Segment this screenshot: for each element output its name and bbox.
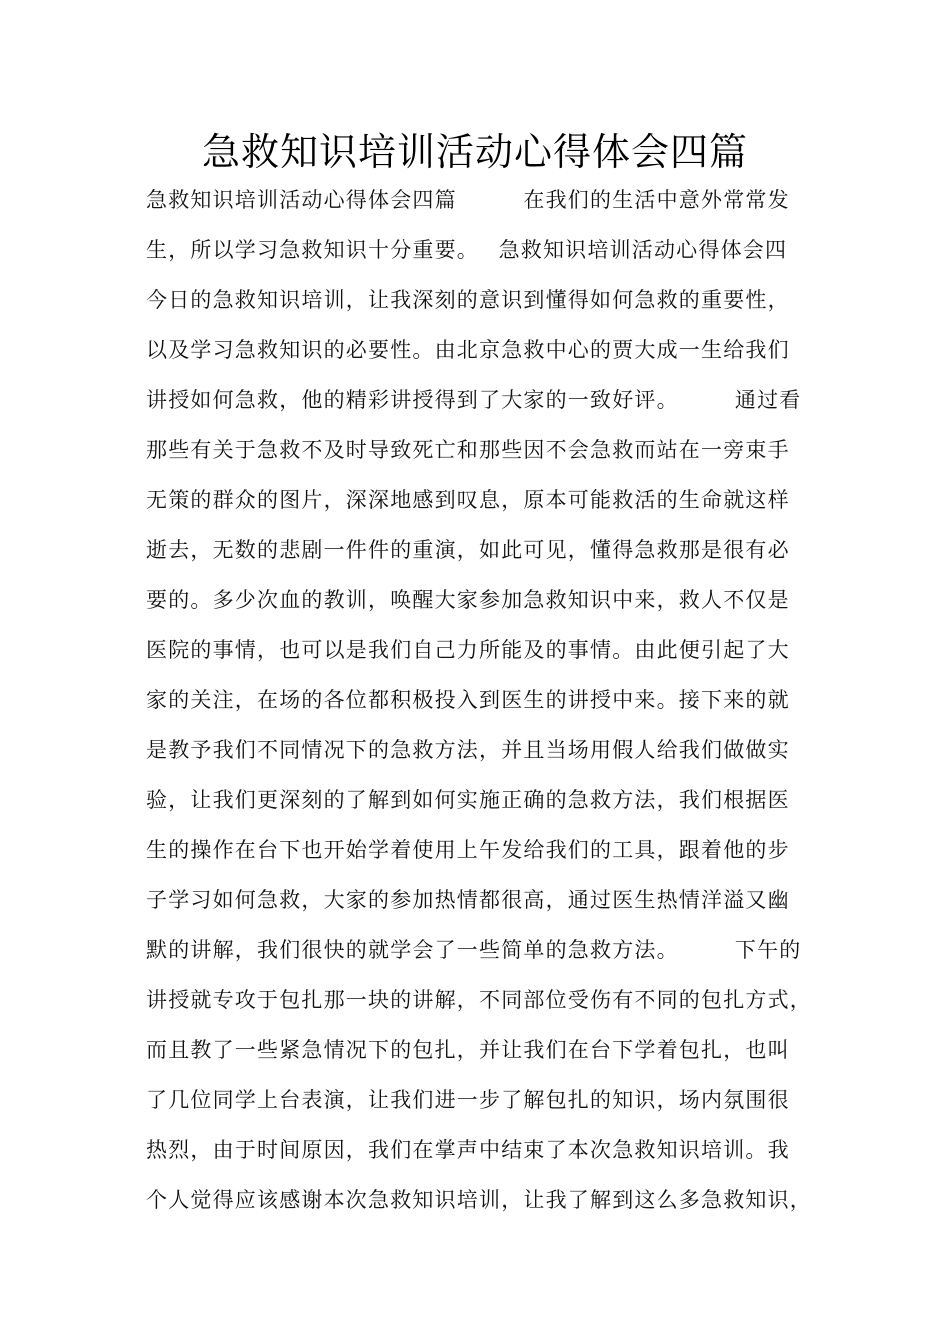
body-line-4: 以及学习急救知识的必要性。由北京急救中心的贾大成一生给我们	[146, 338, 790, 362]
body-line-14: 生的操作在台下也开始学着使用上午发给我们的工具，跟着他的步	[146, 838, 790, 862]
body-line-15: 子学习如何急救，大家的参加热情都很高，通过医生热情洋溢又幽	[146, 888, 790, 912]
body-line-20: 热烈，由于时间原因，我们在掌声中结束了本次急救知识培训。我	[146, 1138, 790, 1162]
body-line-3: 今日的急救知识培训，让我深刻的意识到懂得如何急救的重要性，	[146, 288, 790, 312]
body-line-16: 默的讲解，我们很快的就学会了一些简单的急救方法。 下午的	[146, 938, 802, 962]
body-line-10: 医院的事情，也可以是我们自己力所能及的事情。由此便引起了大	[146, 638, 790, 662]
body-line-6: 那些有关于急救不及时导致死亡和那些因不会急救而站在一旁束手	[146, 438, 790, 462]
body-line-11: 家的关注，在场的各位都积极投入到医生的讲授中来。接下来的就	[146, 688, 790, 712]
document-title: 急救知识培训活动心得体会四篇	[201, 130, 748, 174]
body-line-21: 个人觉得应该感谢本次急救知识培训，让我了解到这么多急救知识，	[146, 1188, 812, 1212]
body-line-18: 而且教了一些紧急情况下的包扎，并让我们在台下学着包扎，也叫	[146, 1038, 790, 1062]
body-line-9: 要的。多少次血的教训，唤醒大家参加急救知识中来，救人不仅是	[146, 588, 790, 612]
body-line-19: 了几位同学上台表演，让我们进一步了解包扎的知识，场内氛围很	[146, 1088, 790, 1112]
body-line-1: 急救知识培训活动心得体会四篇 在我们的生活中意外常常发	[146, 188, 790, 212]
body-line-7: 无策的群众的图片，深深地感到叹息，原本可能救活的生命就这样	[146, 488, 790, 512]
body-line-8: 逝去，无数的悲剧一件件的重演，如此可见，懂得急救那是很有必	[146, 538, 790, 562]
body-line-13: 验，让我们更深刻的了解到如何实施正确的急救方法，我们根据医	[146, 788, 790, 812]
body-line-17: 讲授就专攻于包扎那一块的讲解，不同部位受伤有不同的包扎方式，	[146, 988, 812, 1012]
body-line-5: 讲授如何急救，他的精彩讲授得到了大家的一致好评。 通过看	[146, 388, 802, 412]
body-line-2: 生，所以学习急救知识十分重要。 急救知识培训活动心得体会四	[146, 238, 788, 262]
body-line-12: 是教予我们不同情况下的急救方法，并且当场用假人给我们做做实	[146, 738, 790, 762]
